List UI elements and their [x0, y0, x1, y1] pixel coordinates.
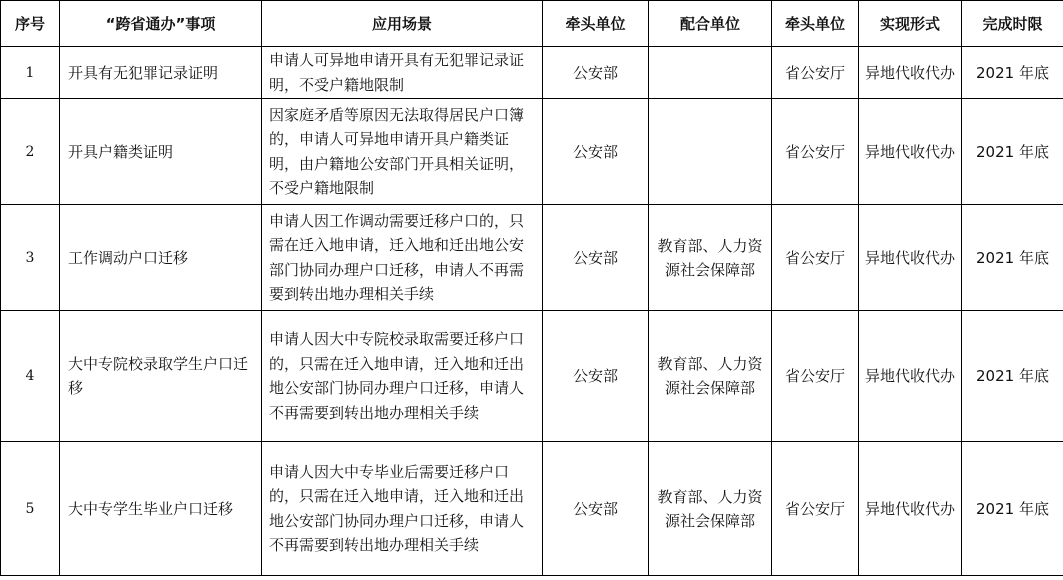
- row-lead2: 省公安厅: [772, 205, 859, 311]
- row-lead: 公安部: [543, 311, 649, 442]
- row-coop: 教育部、人力资源社会保障部: [649, 311, 772, 442]
- header-lead: 牵头单位: [543, 1, 649, 47]
- row-item: 开具户籍类证明: [60, 99, 262, 205]
- row-scene: 申请人因工作调动需要迁移户口的，只需在迁入地申请，迁入地和迁出地公安部门协同办理户口迁移，申请人不再需要到转出地办理相关手续: [262, 205, 543, 311]
- row-lead: 公安部: [543, 99, 649, 205]
- table-row: [1, 47, 1063, 99]
- header-deadline: 完成时限: [962, 1, 1063, 47]
- row-lead2: 省公安厅: [772, 311, 859, 442]
- row-scene: 因家庭矛盾等原因无法取得居民户口簿的，申请人可异地申请开具户籍类证明，由户籍地公安部门开具相关证明，不受户籍地限制: [262, 99, 543, 205]
- row-form: 异地代收代办: [859, 99, 962, 205]
- table-row: [1, 99, 1063, 205]
- row-deadline: 2021 年底: [962, 442, 1063, 576]
- row-index: 5: [1, 442, 60, 576]
- row-lead2: 省公安厅: [772, 47, 859, 99]
- row-form: 异地代收代办: [859, 47, 962, 99]
- row-index: 4: [1, 311, 60, 442]
- row-item: 开具有无犯罪记录证明: [60, 47, 262, 99]
- row-lead2: 省公安厅: [772, 442, 859, 576]
- row-coop: 教育部、人力资源社会保障部: [649, 442, 772, 576]
- row-coop: [649, 47, 772, 99]
- table-row: [1, 311, 1063, 442]
- row-lead: 公安部: [543, 47, 649, 99]
- row-item: 大中专院校录取学生户口迁移: [60, 311, 262, 442]
- row-scene: 申请人因大中专院校录取需要迁移户口的，只需在迁入地申请，迁入地和迁出地公安部门协同办理户口迁移，申请人不再需要到转出地办理相关手续: [262, 311, 543, 442]
- row-deadline: 2021 年底: [962, 47, 1063, 99]
- header-coop: 配合单位: [649, 1, 772, 47]
- header-item: “跨省通办”事项: [60, 1, 262, 47]
- table-row: [1, 205, 1063, 311]
- row-coop: [649, 99, 772, 205]
- row-index: 1: [1, 47, 60, 99]
- row-item: 大中专学生毕业户口迁移: [60, 442, 262, 576]
- row-lead2: 省公安厅: [772, 99, 859, 205]
- row-deadline: 2021 年底: [962, 311, 1063, 442]
- row-form: 异地代收代办: [859, 442, 962, 576]
- row-form: 异地代收代办: [859, 205, 962, 311]
- header-scene: 应用场景: [262, 1, 543, 47]
- row-coop: 教育部、人力资源社会保障部: [649, 205, 772, 311]
- row-scene: 申请人可异地申请开具有无犯罪记录证明，不受户籍地限制: [262, 47, 543, 99]
- row-form: 异地代收代办: [859, 311, 962, 442]
- row-lead: 公安部: [543, 442, 649, 576]
- row-lead: 公安部: [543, 205, 649, 311]
- table-row: [1, 442, 1063, 576]
- row-index: 2: [1, 99, 60, 205]
- header-index: 序号: [1, 1, 60, 47]
- row-scene: 申请人因大中专毕业后需要迁移户口的，只需在迁入地申请，迁入地和迁出地公安部门协同办理户口迁移，申请人不再需要到转出地办理相关手续: [262, 442, 543, 576]
- row-item: 工作调动户口迁移: [60, 205, 262, 311]
- row-deadline: 2021 年底: [962, 99, 1063, 205]
- header-lead2: 牵头单位: [772, 1, 859, 47]
- header-form: 实现形式: [859, 1, 962, 47]
- row-deadline: 2021 年底: [962, 205, 1063, 311]
- row-index: 3: [1, 205, 60, 311]
- header-row: [1, 1, 1063, 47]
